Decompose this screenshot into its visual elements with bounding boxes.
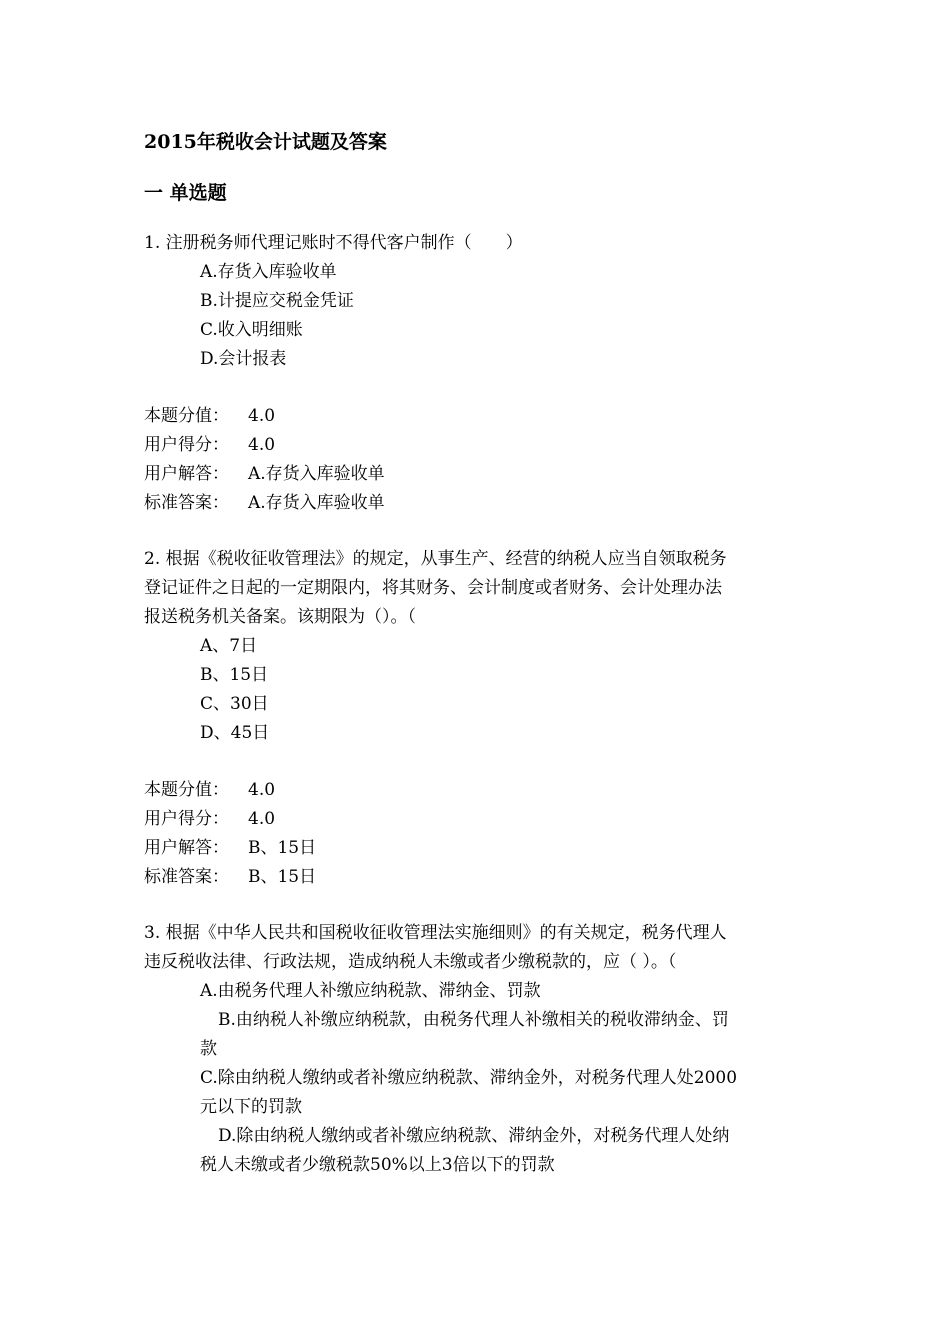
user-answer: B、15日 [248, 838, 317, 858]
question-1-user-answer [144, 463, 385, 485]
section-heading: 一 单选题 [144, 182, 227, 204]
question-2-text-line-2: 登记证件之日起的一定期限内，将其财务、会计制度或者财务、会计处理办法 [144, 578, 722, 598]
standard-answer-label: 标准答案： [144, 493, 229, 513]
question-1-option-d: D.会计报表 [200, 349, 287, 369]
question-2-text-line-1: 2. 根据《税收征收管理法》的规定，从事生产、经营的纳税人应当自领取税务 [144, 549, 727, 569]
user-answer-label: 用户解答： [144, 464, 229, 484]
question-2-option-d: D、45日 [200, 723, 270, 743]
question-2-option-a: A、7日 [200, 636, 258, 656]
question-3-option-d-line-2: 税人未缴或者少缴税款50%以上3倍以下的罚款 [200, 1155, 555, 1175]
question-3-text-line-1: 3. 根据《中华人民共和国税收征收管理法实施细则》的有关规定，税务代理人 [144, 923, 727, 943]
question-1-text: 1. 注册税务师代理记账时不得代客户制作（ ） [144, 233, 523, 253]
question-2-option-b: B、15日 [200, 665, 269, 685]
document-title: 2015年税收会计试题及答案 [144, 131, 387, 153]
question-2-option-c: C、30日 [200, 694, 269, 714]
question-1-option-b: B.计提应交税金凭证 [200, 291, 354, 311]
question-2-text-line-3: 报送税务机关备案。该期限为（）。（ [144, 607, 416, 627]
question-2-score-value [144, 779, 275, 801]
user-answer-label: 用户解答： [144, 838, 229, 858]
question-2-user-answer [144, 837, 316, 859]
score-value-label: 本题分值： [144, 780, 229, 800]
question-3-text-line-2: 违反税收法律、行政法规，造成纳税人未缴或者少缴税款的，应（ ）。（ [144, 952, 677, 972]
user-score: 4.0 [248, 809, 276, 829]
question-3-option-c-line-1: C.除由纳税人缴纳或者补缴应纳税款、滞纳金外，对税务代理人处2000 [200, 1068, 738, 1088]
question-3-option-c-line-2: 元以下的罚款 [200, 1097, 302, 1117]
question-3-option-b-line-1: B.由纳税人补缴应纳税款，由税务代理人补缴相关的税收滞纳金、罚 [218, 1010, 729, 1030]
standard-answer-label: 标准答案： [144, 867, 229, 887]
question-1-option-a: A.存货入库验收单 [200, 262, 337, 282]
score-value: 4.0 [248, 406, 276, 426]
user-score-label: 用户得分： [144, 435, 229, 455]
question-1-user-score [144, 434, 275, 456]
question-2-user-score [144, 808, 275, 830]
question-3-option-b-line-2: 款 [200, 1039, 217, 1059]
question-3-option-a: A.由税务代理人补缴应纳税款、滞纳金、罚款 [200, 981, 541, 1001]
standard-answer: A.存货入库验收单 [248, 493, 385, 513]
question-1-option-c: C.收入明细账 [200, 320, 303, 340]
user-answer: A.存货入库验收单 [248, 464, 385, 484]
score-value-label: 本题分值： [144, 406, 229, 426]
standard-answer: B、15日 [248, 867, 317, 887]
user-score-label: 用户得分： [144, 809, 229, 829]
user-score: 4.0 [248, 435, 276, 455]
question-1-standard-answer [144, 492, 385, 514]
question-1-score-value [144, 405, 275, 427]
question-2-standard-answer [144, 866, 316, 888]
question-3-option-d-line-1: D.除由纳税人缴纳或者补缴应纳税款、滞纳金外，对税务代理人处纳 [218, 1126, 730, 1146]
score-value: 4.0 [248, 780, 276, 800]
